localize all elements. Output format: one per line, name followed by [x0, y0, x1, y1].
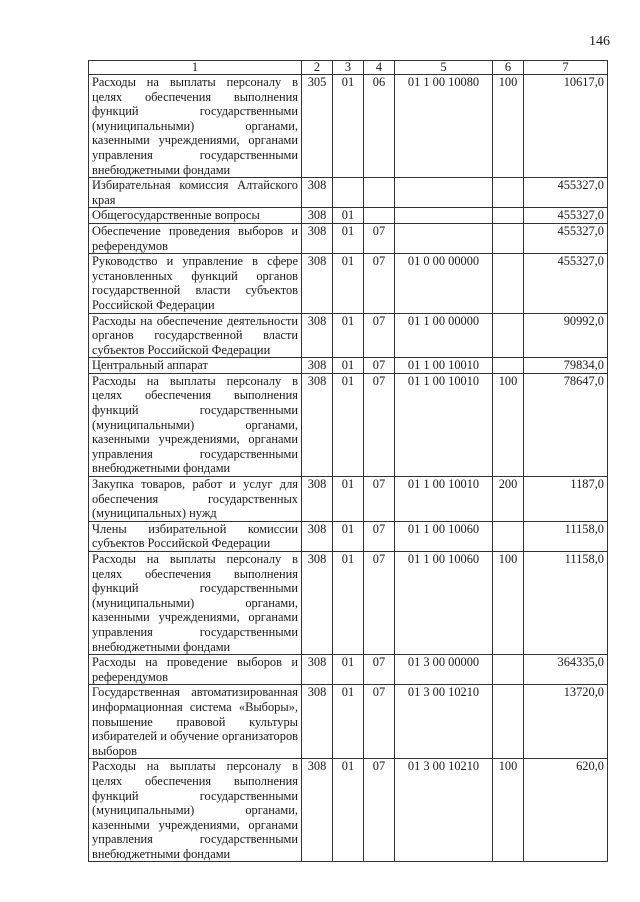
subsection-code-cell: 06 [364, 75, 395, 178]
subsection-code-cell: 07 [364, 685, 395, 759]
target-item-cell: 01 1 00 10060 [395, 521, 493, 551]
subsection-code-cell: 07 [364, 373, 395, 476]
section-code-cell: 01 [333, 685, 364, 759]
table-row [89, 178, 608, 208]
subsection-code-cell: 07 [364, 521, 395, 551]
table-row [89, 75, 608, 178]
amount-cell: 455327,0 [524, 178, 608, 208]
expense-type-cell [493, 254, 524, 313]
table-row [89, 254, 608, 313]
ministry-code-cell: 308 [302, 759, 333, 862]
section-code-cell: 01 [333, 655, 364, 685]
table-row [89, 477, 608, 522]
amount-cell: 364335,0 [524, 655, 608, 685]
target-item-cell [395, 223, 493, 253]
target-item-cell: 01 1 00 10080 [395, 75, 493, 178]
amount-cell: 1187,0 [524, 477, 608, 522]
expense-type-cell [493, 178, 524, 208]
amount-cell: 455327,0 [524, 223, 608, 253]
expense-type-cell [493, 223, 524, 253]
expense-name-cell: Расходы на выплаты персоналу в целях обеспечения выполнения функций государственными (муниципальными) органами, казенными учреждениями, органами управления государственными внебюджетными фондами [89, 373, 302, 476]
table-row [89, 313, 608, 358]
expense-type-cell: 100 [493, 552, 524, 655]
expense-name-cell: Избирательная комиссия Алтайского края [89, 178, 302, 208]
ministry-code-cell: 308 [302, 254, 333, 313]
expense-type-cell [493, 208, 524, 224]
column-header: 6 [493, 61, 524, 75]
column-header: 5 [395, 61, 493, 75]
column-header: 3 [333, 61, 364, 75]
expense-type-cell [493, 521, 524, 551]
subsection-code-cell: 07 [364, 223, 395, 253]
subsection-code-cell: 07 [364, 254, 395, 313]
column-header: 2 [302, 61, 333, 75]
amount-cell: 620,0 [524, 759, 608, 862]
expense-type-cell [493, 313, 524, 358]
amount-cell: 78647,0 [524, 373, 608, 476]
subsection-code-cell: 07 [364, 313, 395, 358]
expense-name-cell: Обеспечение проведения выборов и референдумов [89, 223, 302, 253]
expense-name-cell: Государственная автоматизированная информационная система «Выборы», повышение правовой культуры избирателей и обучение организаторов выборов [89, 685, 302, 759]
expense-name-cell: Расходы на проведение выборов и референдумов [89, 655, 302, 685]
target-item-cell: 01 1 00 10010 [395, 358, 493, 374]
expense-name-cell: Руководство и управление в сфере установленных функций органов государственной власти субъектов Российской Федерации [89, 254, 302, 313]
ministry-code-cell: 308 [302, 223, 333, 253]
section-code-cell: 01 [333, 521, 364, 551]
amount-cell: 90992,0 [524, 313, 608, 358]
expense-type-cell [493, 685, 524, 759]
target-item-cell: 01 3 00 00000 [395, 655, 493, 685]
expense-name-cell: Закупка товаров, работ и услуг для обеспечения государственных (муниципальных) нужд [89, 477, 302, 522]
table-row [89, 552, 608, 655]
ministry-code-cell: 308 [302, 178, 333, 208]
table-row [89, 208, 608, 224]
section-code-cell: 01 [333, 254, 364, 313]
amount-cell: 79834,0 [524, 358, 608, 374]
expense-name-cell: Расходы на выплаты персоналу в целях обеспечения выполнения функций государственными (муниципальными) органами, казенными учреждениями, органами управления государственными внебюджетными фондами [89, 759, 302, 862]
expense-type-cell: 100 [493, 75, 524, 178]
column-header: 4 [364, 61, 395, 75]
section-code-cell: 01 [333, 208, 364, 224]
amount-cell: 10617,0 [524, 75, 608, 178]
subsection-code-cell: 07 [364, 759, 395, 862]
amount-cell: 455327,0 [524, 254, 608, 313]
expense-name-cell: Члены избирательной комиссии субъектов Российской Федерации [89, 521, 302, 551]
expense-type-cell: 100 [493, 759, 524, 862]
ministry-code-cell: 308 [302, 521, 333, 551]
target-item-cell: 01 1 00 00000 [395, 313, 493, 358]
subsection-code-cell [364, 208, 395, 224]
ministry-code-cell: 308 [302, 655, 333, 685]
table-header-row [89, 61, 608, 75]
section-code-cell: 01 [333, 313, 364, 358]
ministry-code-cell: 308 [302, 373, 333, 476]
target-item-cell: 01 3 00 10210 [395, 759, 493, 862]
amount-cell: 455327,0 [524, 208, 608, 224]
subsection-code-cell: 07 [364, 358, 395, 374]
subsection-code-cell: 07 [364, 655, 395, 685]
budget-table [88, 60, 608, 862]
table-row [89, 655, 608, 685]
section-code-cell: 01 [333, 373, 364, 476]
target-item-cell: 01 0 00 00000 [395, 254, 493, 313]
expense-type-cell: 200 [493, 477, 524, 522]
page-number: 146 [589, 34, 610, 49]
section-code-cell: 01 [333, 477, 364, 522]
ministry-code-cell: 308 [302, 358, 333, 374]
target-item-cell [395, 178, 493, 208]
expense-name-cell: Центральный аппарат [89, 358, 302, 374]
table-body [89, 75, 608, 862]
expense-name-cell: Расходы на выплаты персоналу в целях обеспечения выполнения функций государственными (муниципальными) органами, казенными учреждениями, органами управления государственными внебюджетными фондами [89, 75, 302, 178]
target-item-cell: 01 1 00 10010 [395, 477, 493, 522]
amount-cell: 11158,0 [524, 552, 608, 655]
section-code-cell: 01 [333, 759, 364, 862]
ministry-code-cell: 308 [302, 477, 333, 522]
table-row [89, 373, 608, 476]
column-header: 7 [524, 61, 608, 75]
ministry-code-cell: 308 [302, 685, 333, 759]
expense-type-cell [493, 655, 524, 685]
column-header: 1 [89, 61, 302, 75]
expense-name-cell: Расходы на выплаты персоналу в целях обеспечения выполнения функций государственными (муниципальными) органами, казенными учреждениями, органами управления государственными внебюджетными фондами [89, 552, 302, 655]
table-row [89, 358, 608, 374]
ministry-code-cell: 308 [302, 208, 333, 224]
expense-type-cell [493, 358, 524, 374]
section-code-cell: 01 [333, 358, 364, 374]
target-item-cell [395, 208, 493, 224]
amount-cell: 13720,0 [524, 685, 608, 759]
expense-name-cell: Общегосударственные вопросы [89, 208, 302, 224]
ministry-code-cell: 308 [302, 552, 333, 655]
table-row [89, 223, 608, 253]
ministry-code-cell: 305 [302, 75, 333, 178]
target-item-cell: 01 1 00 10060 [395, 552, 493, 655]
table-row [89, 685, 608, 759]
table-row [89, 521, 608, 551]
target-item-cell: 01 3 00 10210 [395, 685, 493, 759]
ministry-code-cell: 308 [302, 313, 333, 358]
target-item-cell: 01 1 00 10010 [395, 373, 493, 476]
amount-cell: 11158,0 [524, 521, 608, 551]
expense-name-cell: Расходы на обеспечение деятельности органов государственной власти субъектов Российской Федерации [89, 313, 302, 358]
subsection-code-cell: 07 [364, 552, 395, 655]
section-code-cell [333, 178, 364, 208]
section-code-cell: 01 [333, 75, 364, 178]
section-code-cell: 01 [333, 552, 364, 655]
subsection-code-cell [364, 178, 395, 208]
expense-type-cell: 100 [493, 373, 524, 476]
table-row [89, 759, 608, 862]
section-code-cell: 01 [333, 223, 364, 253]
subsection-code-cell: 07 [364, 477, 395, 522]
